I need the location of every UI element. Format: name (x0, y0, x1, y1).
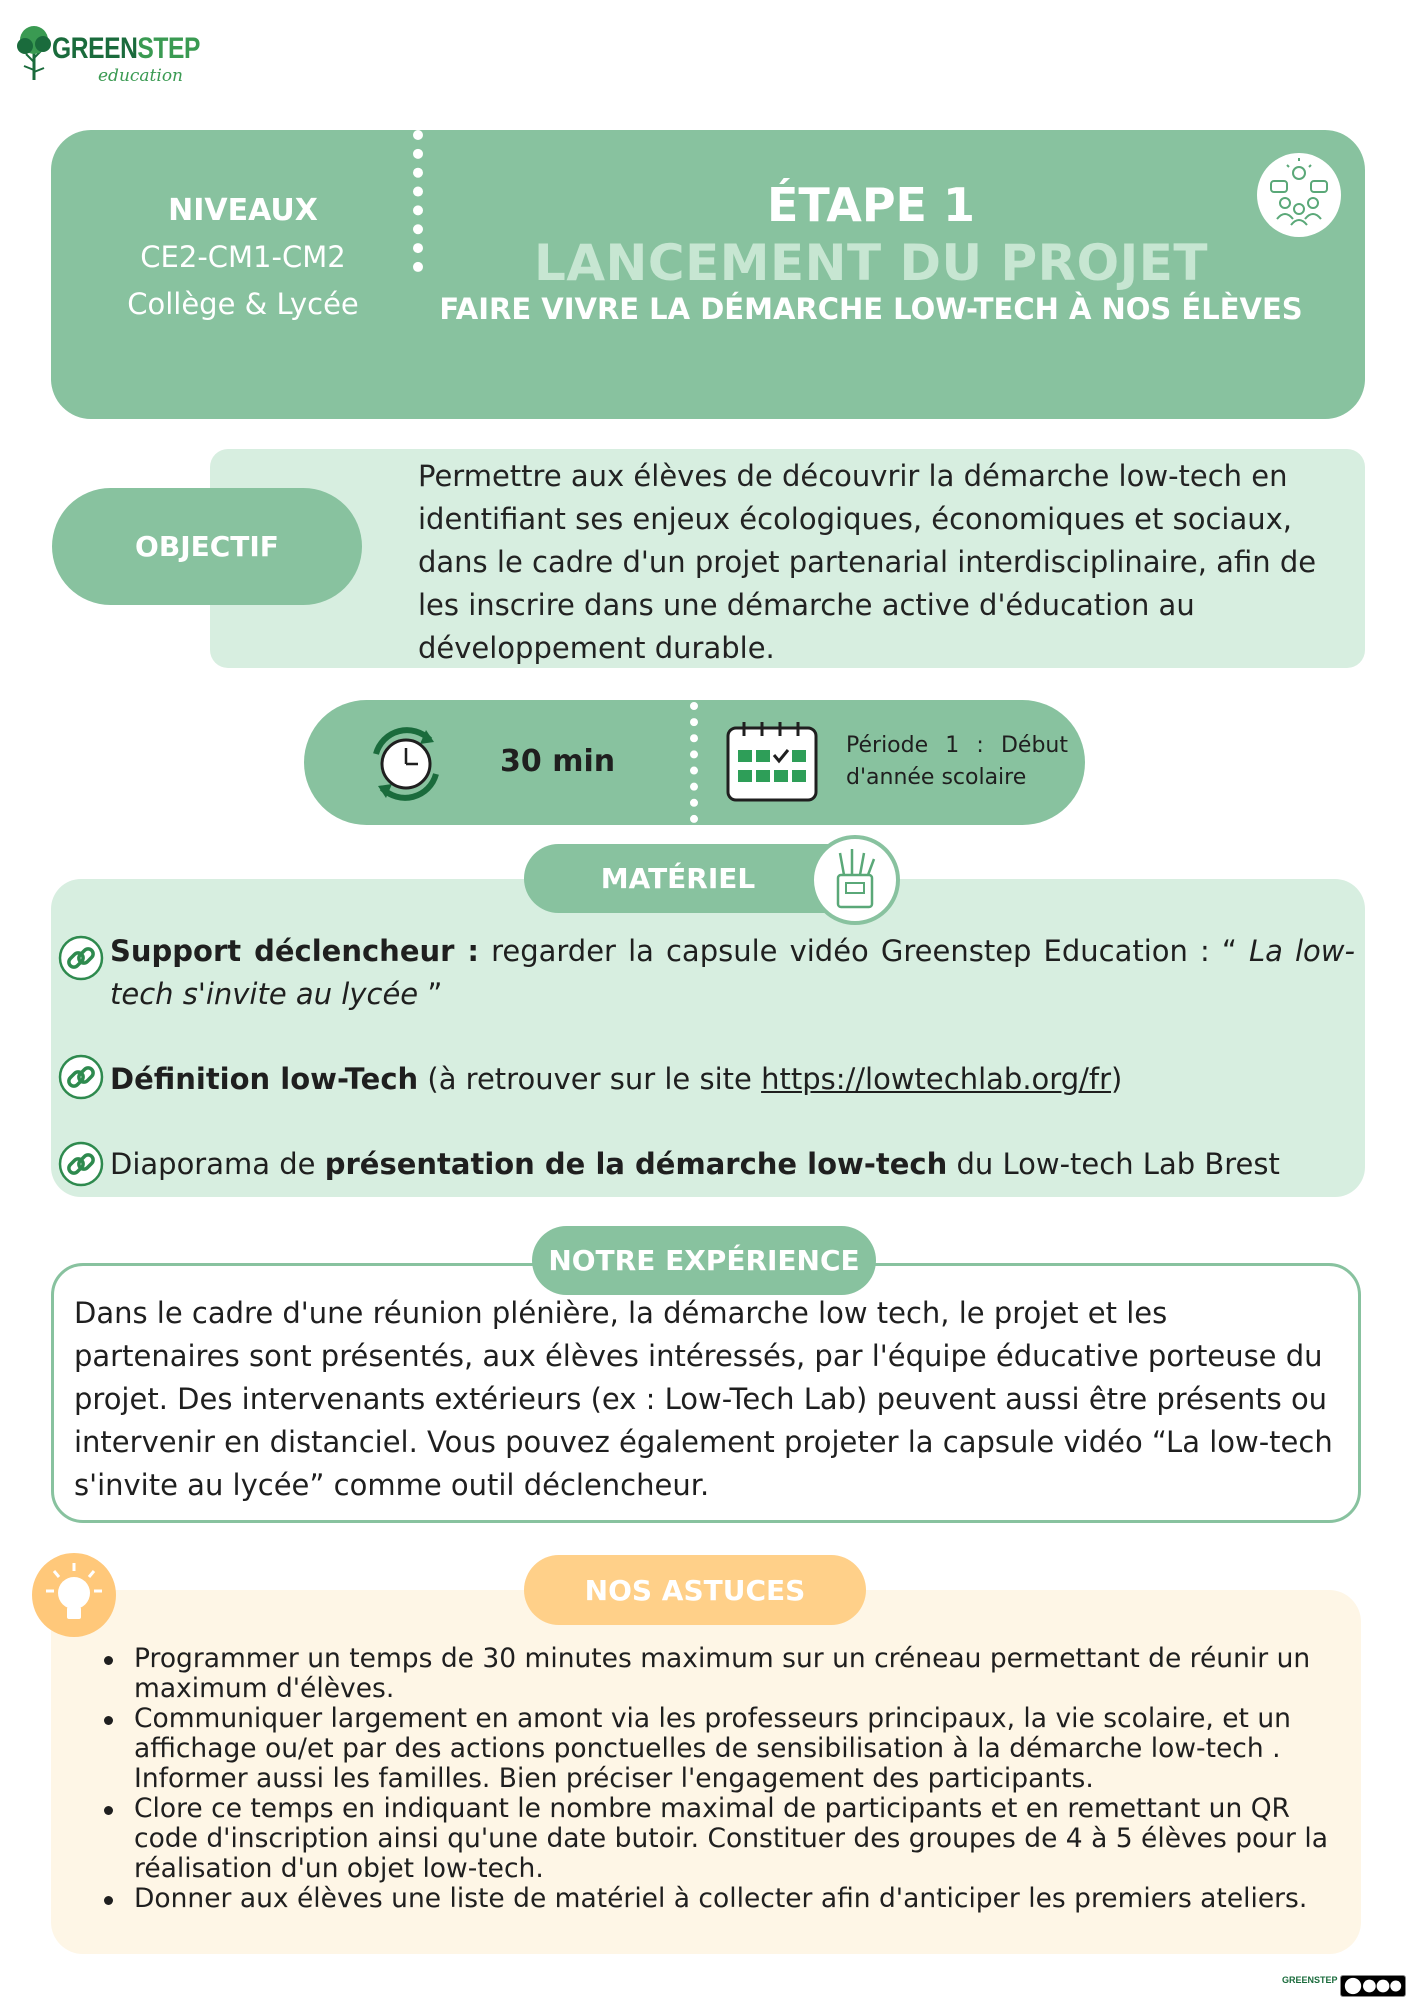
tree-icon (14, 22, 54, 82)
link-icon (58, 935, 104, 981)
lightbulb-icon (32, 1553, 116, 1637)
step-block (431, 175, 1311, 327)
step-number: ÉTAPE 1 (767, 178, 975, 232)
dotted-divider (413, 130, 423, 272)
objective-text: Permettre aux élèves de découvrir la démarche low-tech en identifiant ses enjeux écologiques, économiques et sociaux, dans le cadre d'un projet partenarial interdisciplinaire, afin de les inscrire dans une démarche active d'éducation au développement durable. (418, 459, 1317, 665)
greenstep-logo (14, 22, 201, 86)
levels-title: NIVEAUX (168, 193, 318, 228)
step-subtitle: FAIRE VIVRE LA DÉMARCHE LOW-TECH À NOS ÉLÈVES (439, 292, 1303, 326)
pencil-cup-icon (810, 835, 900, 925)
objective-label: OBJECTIF (52, 488, 362, 605)
step-title: LANCEMENT DU PROJET (533, 234, 1209, 292)
link-icon (58, 1141, 104, 1187)
tip-item: Programmer un temps de 30 minutes maximum sur un créneau permettant de réunir un maximum d'élèves. (100, 1644, 1340, 1704)
experience-label: NOTRE EXPÉRIENCE (532, 1226, 876, 1295)
tips-list (100, 1644, 1340, 1914)
clock-icon (364, 724, 448, 804)
lowtechlab-link[interactable]: https://lowtechlab.org/fr (761, 1062, 1112, 1096)
link-icon (58, 1054, 104, 1100)
dotted-divider (690, 702, 698, 823)
brand-subtitle: education (98, 66, 183, 86)
creative-commons-badge-icon (1340, 1975, 1406, 1997)
footer (1282, 1975, 1406, 1997)
experience-text: Dans le cadre d'une réunion plénière, la démarche low tech, le projet et les partenaires sont présentés, aux élèves intéressés, par l'équipe éducative porteuse du projet. Des intervenants extérieurs (ex : Low-Tech Lab) peuvent aussi être présents ou intervenir en distanciel. Vous pouvez également projeter la capsule vidéo “La low-tech s'invite au lycée” comme outil déclencheur. (74, 1296, 1333, 1502)
timing-bar (304, 700, 1085, 825)
material-label: MATÉRIEL (524, 844, 874, 913)
footer-logo: GREENSTEP (1282, 1975, 1338, 1985)
discussion-idea-icon (1257, 153, 1341, 237)
duration: 30 min (500, 744, 616, 779)
tip-item: Donner aux élèves une liste de matériel à collecter afin d'anticiper les premiers ateliers. (100, 1884, 1340, 1914)
calendar-icon (724, 720, 820, 804)
tip-item: Communiquer largement en amont via les professeurs principaux, la vie scolaire, et un affichage ou/et par des actions ponctuelles de sensibilisation à la démarche low-tech . Informer aussi les familles. Bien préciser l'engagement des participants. (100, 1704, 1340, 1794)
material-item-trigger: Support déclencheur : regarder la capsule vidéo Greenstep Education : “ La low-tech s'invite au lycée ” (110, 934, 1355, 1011)
header-card (51, 130, 1365, 419)
brand-name: GREENSTEP (52, 32, 201, 65)
period-text: Période 1 : Début d'année scolaire (846, 733, 1068, 790)
levels-primary: CE2-CM1-CM2 (140, 240, 346, 274)
material-item-definition: Définition low-Tech (à retrouver sur le site https://lowtechlab.org/fr) (110, 1062, 1123, 1096)
levels-secondary: Collège & Lycée (127, 287, 359, 321)
levels-block (51, 188, 435, 328)
tips-label: NOS ASTUCES (524, 1555, 866, 1625)
tip-item: Clore ce temps en indiquant le nombre maximal de participants et en remettant un QR code d'inscription ainsi qu'une date butoir. Constituer des groupes de 4 à 5 élèves pour la réalisation d'un objet low-tech. (100, 1794, 1340, 1884)
material-item-slideshow: Diaporama de présentation de la démarche low-tech du Low-tech Lab Brest (110, 1147, 1280, 1181)
